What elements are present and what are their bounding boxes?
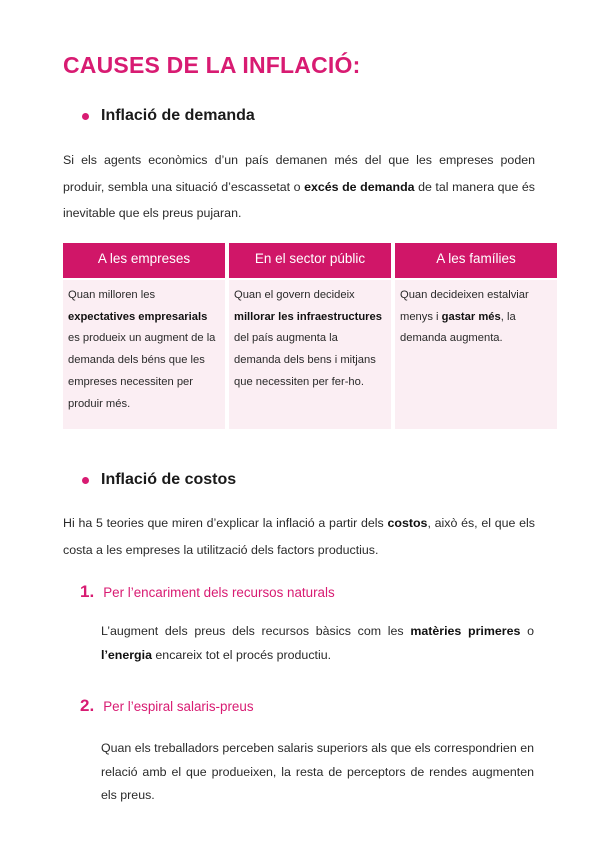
text-run: encareix tot el procés productiu. (151, 647, 332, 662)
text-run: Si els agents econòmics d’un país demanen més del que les empreses poden produir, sembla una situació d’escassetat o (63, 153, 535, 194)
text-run: Quan decideixen estalviar menys i (400, 289, 529, 323)
costs-intro-paragraph (63, 510, 535, 563)
table-cell-empreses (63, 280, 225, 429)
section-heading-demand (82, 107, 255, 125)
bold-term: matèries primeres (410, 624, 521, 638)
text-run: Quan el govern decideix (234, 289, 355, 301)
cost-theory-title: Per l’encariment dels recursos naturals (103, 585, 335, 600)
bold-term: expectatives empresarials (68, 310, 208, 323)
table-header-sector-public: En el sector públic (229, 243, 391, 278)
bold-term: l’energia (101, 647, 152, 662)
cost-theory-text-2 (101, 737, 534, 808)
cost-theory-title: Per l’espiral salaris-preus (103, 699, 254, 714)
bullet-icon (82, 113, 89, 120)
cost-theory-number: 1. (80, 582, 95, 601)
bold-term: excés de demanda (304, 179, 415, 194)
text-run: de tal manera que és inevitable que els preus pujaran. (63, 179, 535, 220)
section-heading-costs-label: Inflació de costos (101, 471, 237, 488)
table-cell-sector-public (229, 280, 391, 429)
text-run: L’augment dels preus dels recursos bàsics com les (101, 624, 411, 638)
table-header-empreses: A les empreses (63, 243, 225, 278)
bold-term: millorar les infraestructures (234, 310, 382, 323)
section-heading-costs (82, 471, 236, 489)
text-run: , això és, el que els costa a les empreses la utilització dels factors productius. (63, 516, 535, 557)
bullet-icon (82, 477, 89, 484)
text-run: o (520, 624, 534, 638)
cost-theory-number: 2. (80, 696, 95, 715)
cost-theory-heading-2 (80, 696, 254, 716)
cost-theory-heading-1 (80, 582, 335, 602)
text-run: Hi ha 5 teories que miren d’explicar la inflació a partir dels (63, 516, 388, 530)
cost-theory-text-1 (101, 620, 534, 667)
table-header-families: A les famílies (395, 243, 557, 278)
text-run: del país augmenta la demanda dels bens i mitjans que necessiten per fer-ho. (234, 332, 376, 388)
table-cell-families (395, 280, 557, 429)
text-run: Quan els treballadors perceben salaris superiors als que els correspondrien en relació amb el que produeixen, la resta de perceptors de rendes augmenten els preus. (101, 741, 534, 802)
text-run: es produeix un augment de la demanda dels béns que les empreses necessiten per produir més. (68, 332, 216, 410)
bold-term: gastar més (441, 310, 501, 323)
bold-term: costos (387, 516, 428, 530)
demand-intro-paragraph (63, 147, 535, 227)
page-title: CAUSES DE LA INFLACIÓ: (63, 52, 361, 78)
text-run: Quan milloren les (68, 289, 156, 301)
section-heading-demand-label: Inflació de demanda (101, 107, 255, 124)
demand-causes-table (63, 243, 557, 429)
text-run: , la demanda augmenta. (400, 310, 516, 345)
